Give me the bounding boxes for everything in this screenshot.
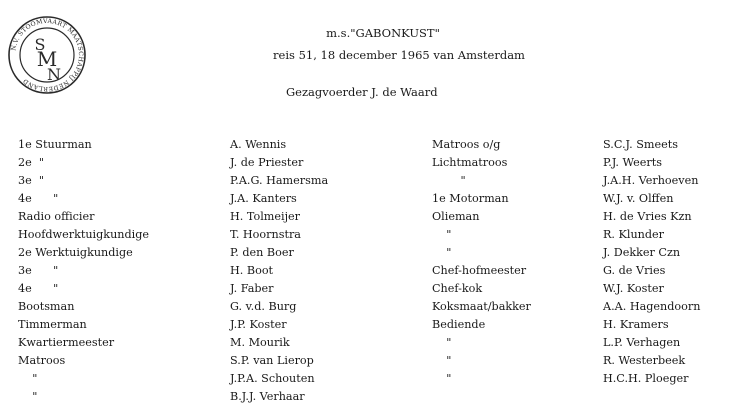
crew-name: P. den Boer xyxy=(230,246,294,259)
crew-name: H. Boot xyxy=(230,264,274,277)
crew-rank: Lichtmatroos xyxy=(432,156,508,169)
crew-rank: Olieman xyxy=(432,210,480,223)
crew-name: H. Tolmeijer xyxy=(230,210,301,223)
crew-name: M. Mourik xyxy=(230,336,290,349)
crew-name: W.J. v. Olffen xyxy=(603,192,674,205)
crew-right-names xyxy=(603,136,700,388)
crew-name: J. de Priester xyxy=(230,156,304,169)
crew-name: P.A.G. Hamersma xyxy=(230,174,329,187)
crew-rank: Chef-hofmeester xyxy=(432,264,527,277)
crew-rank: Timmerman xyxy=(18,318,87,331)
crew-name: B.J.J. Verhaar xyxy=(230,390,305,403)
crew-name: J.P.A. Schouten xyxy=(230,372,315,385)
crew-rank: 4e " xyxy=(18,282,59,295)
crew-rank: " xyxy=(18,390,38,403)
crew-rank: 2e " xyxy=(18,156,44,169)
svg-text:N: N xyxy=(47,65,61,84)
crew-name: A.A. Hagendoorn xyxy=(603,300,701,313)
crew-rank: " xyxy=(432,228,452,241)
svg-text:S: S xyxy=(34,35,46,54)
crew-name: S.P. van Lierop xyxy=(230,354,314,367)
crew-left-ranks xyxy=(18,136,149,406)
crew-name: R. Westerbeek xyxy=(603,354,686,367)
crew-name: T. Hoornstra xyxy=(230,228,301,241)
crew-rank: " xyxy=(18,372,38,385)
crew-rank: Chef-kok xyxy=(432,282,483,295)
crew-rank: " xyxy=(432,372,452,385)
crew-rank: Hoofdwerktuigkundige xyxy=(18,228,150,241)
crew-name: J. Dekker Czn xyxy=(603,246,681,259)
crew-rank: 3e " xyxy=(18,174,44,187)
ship-name: m.s."GABONKUST" xyxy=(326,26,440,40)
crew-rank: 3e " xyxy=(18,264,59,277)
crew-rank: Radio officier xyxy=(18,210,95,223)
svg-text:N.V. STOOMVAART MAATSCHAPPIJ N: N.V. STOOMVAART MAATSCHAPPIJ NEDERLAND xyxy=(10,17,85,93)
crew-name: H.C.H. Ploeger xyxy=(603,372,689,385)
crew-name: W.J. Koster xyxy=(603,282,664,295)
crew-rank: " xyxy=(432,354,452,367)
crew-rank: 4e " xyxy=(18,192,59,205)
crew-rank: Kwartiermeester xyxy=(18,336,115,349)
crew-rank: 2e Werktuigkundige xyxy=(18,246,133,259)
crew-right-ranks xyxy=(432,136,531,388)
crew-name: H. de Vries Kzn xyxy=(603,210,692,223)
crew-rank: " xyxy=(432,246,452,259)
crew-rank: Matroos xyxy=(18,354,66,367)
crew-name: G. v.d. Burg xyxy=(230,300,297,313)
crew-name: J.A. Kanters xyxy=(230,192,297,205)
crew-name: R. Klunder xyxy=(603,228,665,241)
crew-name: S.C.J. Smeets xyxy=(603,138,679,151)
crew-rank: " xyxy=(432,174,466,187)
crew-rank: Bediende xyxy=(432,318,486,331)
crew-rank: 1e Stuurman xyxy=(18,138,92,151)
crew-name: A. Wennis xyxy=(230,138,287,151)
crew-left-names xyxy=(230,136,328,406)
crew-rank: Koksmaat/bakker xyxy=(432,300,531,313)
crew-name: H. Kramers xyxy=(603,318,669,331)
voyage-line: reis 51, 18 december 1965 van Amsterdam xyxy=(273,48,525,62)
captain-line: Gezagvoerder J. de Waard xyxy=(286,85,438,99)
crew-rank: Bootsman xyxy=(18,300,75,313)
crew-name: J. Faber xyxy=(230,282,274,295)
crew-rank: " xyxy=(432,336,452,349)
svg-text:M: M xyxy=(36,47,58,71)
crew-rank: Matroos o/g xyxy=(432,138,501,151)
crew-name: J.A.H. Verhoeven xyxy=(603,174,699,187)
crew-rank: 1e Motorman xyxy=(432,192,509,205)
crew-name: G. de Vries xyxy=(603,264,666,277)
crew-name: J.P. Koster xyxy=(230,318,287,331)
crew-name: L.P. Verhagen xyxy=(603,336,681,349)
crew-name: P.J. Weerts xyxy=(603,156,662,169)
